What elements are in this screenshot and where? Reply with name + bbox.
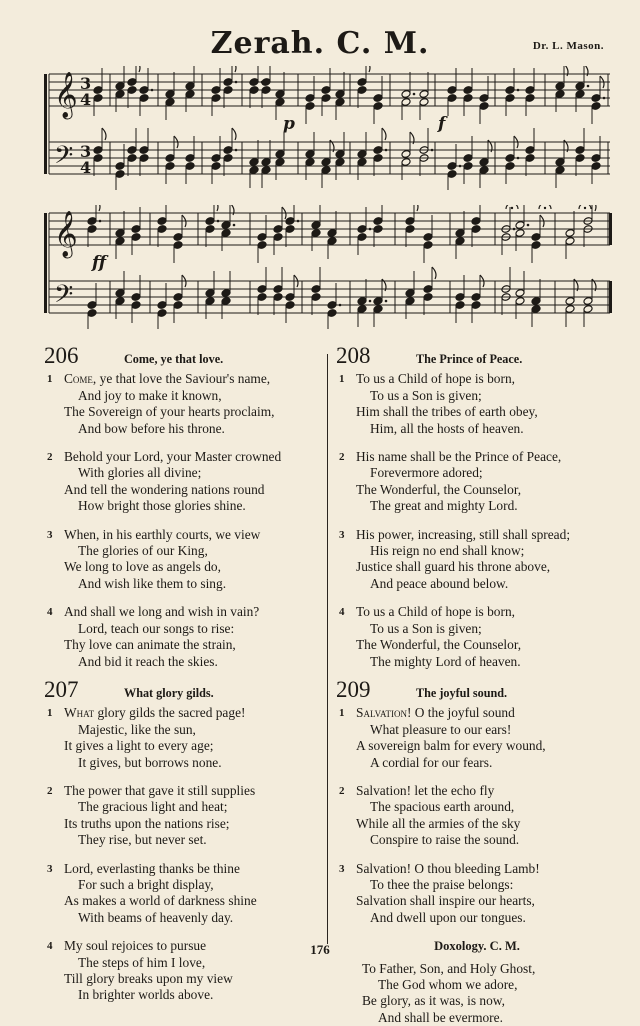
line-text: And bow before his throne. <box>78 420 225 436</box>
dot <box>235 149 238 152</box>
dot <box>513 228 516 231</box>
line-text: Him shall the tribes of earth obey, <box>356 404 538 420</box>
line-text: And wish like them to sing. <box>78 575 227 591</box>
dynamic-marking: ff <box>92 253 107 273</box>
line-text: The Sovereign of your hearts proclaim, <box>64 404 275 420</box>
line-text: When, in his earthly courts, we view <box>64 526 261 542</box>
verse-line <box>336 421 618 437</box>
dot <box>587 85 590 88</box>
line-text: To us a Child of hope is born, <box>356 371 515 387</box>
hymn-header <box>336 676 618 702</box>
music-system-1 <box>40 66 614 190</box>
verse-line <box>44 559 326 575</box>
page-number: 176 <box>310 942 330 957</box>
verse-number: 3 <box>47 528 53 541</box>
verse-line <box>336 604 618 620</box>
verse-line <box>336 877 618 893</box>
dynamic-marking: p <box>283 114 295 134</box>
verse-line <box>44 654 326 670</box>
score-system-1-svg <box>40 66 614 190</box>
verse-line <box>44 404 326 420</box>
time-signature-top: 3 <box>80 142 92 161</box>
verse-line <box>44 388 326 404</box>
line-text: Salvation! O thou bleeding Lamb! <box>356 860 540 876</box>
doxology-line: Be glory, as it was, is now, <box>362 993 505 1009</box>
verse-line <box>44 604 326 620</box>
verse-line <box>336 722 618 738</box>
dot <box>369 228 372 231</box>
line-text: We long to love as angels do, <box>64 559 221 575</box>
line-text: Behold your Lord, your Master crowned <box>64 449 282 465</box>
line-text: Lord, everlasting thanks be thine <box>64 860 240 876</box>
verse-line <box>336 404 618 420</box>
hymn-209 <box>336 676 618 926</box>
score-system-2-svg <box>40 205 614 329</box>
verse-line <box>336 543 618 559</box>
verse-line <box>336 755 618 771</box>
stanza <box>336 705 618 771</box>
dot <box>235 81 238 84</box>
fermata-dot <box>544 207 546 209</box>
dot <box>517 157 520 160</box>
line-text: To us a Son is given; <box>370 387 482 403</box>
verse-line <box>44 421 326 437</box>
verse-line <box>44 637 326 653</box>
verse-line <box>44 755 326 771</box>
verse-line <box>44 910 326 926</box>
verse-line <box>336 910 618 926</box>
verse-line <box>44 705 326 721</box>
dot <box>217 220 220 223</box>
note-flag <box>366 66 370 72</box>
verse-line <box>44 482 326 498</box>
verse-line <box>44 987 326 1003</box>
verse-line <box>336 783 618 799</box>
line-text: Salvation! let the echo fly <box>356 782 495 798</box>
opening-word: What <box>64 705 95 721</box>
dot <box>99 220 102 223</box>
hymn-number: 206 <box>44 343 79 368</box>
doxology-stanza <box>336 961 618 1026</box>
hymn-206 <box>44 343 326 670</box>
stanza <box>44 705 326 771</box>
verse-line <box>44 832 326 848</box>
right-column <box>336 343 618 1026</box>
verse-line <box>44 877 326 893</box>
line-text: To us a Child of hope is born, <box>356 604 515 620</box>
line-text: My soul rejoices to pursue <box>64 938 207 954</box>
line-text: For such a bright display, <box>78 876 214 892</box>
line-text: Majestic, like the sun, <box>78 721 196 737</box>
stanza <box>44 783 326 849</box>
doxology-line: And shall be evermore. <box>378 1009 503 1025</box>
line-text: With glories all divine; <box>78 465 202 481</box>
dot <box>385 300 388 303</box>
dot <box>527 224 530 227</box>
hymn-number: 209 <box>336 676 371 702</box>
verse-number: 3 <box>339 862 345 875</box>
line-text: O the joyful sound <box>411 705 515 721</box>
line-text: They rise, but never set. <box>78 832 207 848</box>
verse-number: 1 <box>47 373 53 386</box>
verse-number: 1 <box>339 707 345 720</box>
hymn-number: 208 <box>336 343 371 368</box>
left-column <box>44 343 326 1016</box>
dot <box>603 97 606 100</box>
stanza <box>336 783 618 849</box>
hymn-208 <box>336 343 618 670</box>
line-text: His power, increasing, still shall spread; <box>356 526 571 542</box>
line-text: The gracious light and heat; <box>78 799 228 815</box>
line-text: And tell the wondering nations round <box>64 481 265 497</box>
verse-line <box>44 576 326 592</box>
stanza <box>44 604 326 670</box>
line-text: To us a Son is given; <box>370 620 482 636</box>
system-brace-bar <box>44 74 47 174</box>
verse-line <box>336 738 618 754</box>
line-text: The mighty Lord of heaven. <box>370 653 521 669</box>
verse-number: 4 <box>47 606 53 619</box>
verse-line <box>336 816 618 832</box>
verse-number: 4 <box>47 940 53 953</box>
line-text: Him, all the hosts of heaven. <box>370 420 524 436</box>
verse-line <box>336 449 618 465</box>
dot <box>233 224 236 227</box>
dot <box>459 165 462 168</box>
verse-line <box>336 861 618 877</box>
line-text: Forevermore adored; <box>370 465 483 481</box>
line-text: As makes a world of darkness shine <box>64 893 257 909</box>
opening-word: Salvation! <box>356 705 412 721</box>
column-divider <box>327 354 328 944</box>
dot <box>413 93 416 96</box>
tune-title: Zerah. C. M. <box>210 26 430 61</box>
verse-line <box>44 543 326 559</box>
line-text: How bright those glories shine. <box>78 498 246 514</box>
verse-line <box>44 893 326 909</box>
doxology-line: To Father, Son, and Holy Ghost, <box>362 960 536 976</box>
time-signature-bottom: 4 <box>80 158 92 177</box>
verse-line <box>44 465 326 481</box>
dot <box>431 149 434 152</box>
verse-line <box>336 527 618 543</box>
line-text: And peace abound below. <box>370 575 509 591</box>
stanza <box>336 527 618 593</box>
line-text: The power that gave it still supplies <box>64 782 256 798</box>
verse-line <box>336 637 618 653</box>
note-flag <box>232 66 236 72</box>
system-brace-bar <box>44 213 47 313</box>
verse-line <box>44 621 326 637</box>
verse-line <box>336 654 618 670</box>
note-flag <box>584 66 588 76</box>
line-text: What pleasure to our ears! <box>370 721 512 737</box>
line-text: And shall we long and wish in vain? <box>64 604 260 620</box>
doxology-title: Doxology. C. M. <box>434 939 520 954</box>
verse-number: 3 <box>47 862 53 875</box>
stanza <box>336 371 618 437</box>
line-text: The spacious earth around, <box>370 799 515 815</box>
dot <box>297 220 300 223</box>
line-text: Justice shall guard his throne above, <box>356 559 551 575</box>
time-signature-bottom: 4 <box>80 90 92 109</box>
verse-number: 1 <box>47 707 53 720</box>
line-text: Lord, teach our songs to rise: <box>78 620 235 636</box>
note-flag <box>592 205 596 211</box>
note-flag <box>96 205 100 211</box>
hymn-header <box>44 343 326 368</box>
verse-line <box>336 705 618 721</box>
line-text: glory gilds the sacred page! <box>94 705 246 721</box>
verse-line <box>44 527 326 543</box>
verse-line <box>336 559 618 575</box>
doxology-line: The God whom we adore, <box>378 977 518 992</box>
line-text: To thee the praise belongs: <box>370 876 514 892</box>
verse-line <box>44 816 326 832</box>
opening-word: Come, <box>64 371 97 387</box>
verse-number: 2 <box>47 451 53 464</box>
verse-line <box>44 498 326 514</box>
bass-clef-icon: 𝄢 <box>54 280 74 315</box>
verse-number: 3 <box>339 528 345 541</box>
verse-line <box>44 371 326 387</box>
line-text: And joy to make it known, <box>78 387 222 403</box>
verse-line <box>336 576 618 592</box>
dot <box>339 304 342 307</box>
fermata-dot <box>584 207 586 209</box>
note-flag <box>564 66 568 76</box>
verse-line <box>44 738 326 754</box>
line-text: It gives a light to every age; <box>64 738 214 754</box>
verse-line <box>336 371 618 387</box>
verse-number: 2 <box>339 784 345 797</box>
line-text: Till glory breaks upon my view <box>64 971 233 986</box>
hymn-title: The Prince of Peace. <box>416 352 523 366</box>
line-text: And dwell upon our tongues. <box>370 909 526 925</box>
verse-line <box>336 388 618 404</box>
line-text: It gives, but borrows none. <box>78 754 222 770</box>
hymn-title: Come, ye that love. <box>124 352 224 366</box>
hymn-title: The joyful sound. <box>416 685 508 700</box>
line-text: And bid it reach the skies. <box>78 653 218 669</box>
dynamic-marking: f <box>438 114 446 134</box>
verse-line <box>44 722 326 738</box>
stanza <box>336 604 618 670</box>
note-flag <box>230 205 234 215</box>
verse-number: 2 <box>47 784 53 797</box>
line-text: Conspire to raise the sound. <box>370 832 520 848</box>
dot <box>517 89 520 92</box>
hymn-number: 207 <box>44 676 79 702</box>
composer-credit: Dr. L. Mason. <box>532 40 604 52</box>
music-system-2 <box>40 205 614 329</box>
stanza <box>336 449 618 515</box>
note-flag <box>432 267 436 279</box>
line-text: In brighter worlds above. <box>78 987 214 1003</box>
stanza <box>44 527 326 593</box>
verse-line <box>336 482 618 498</box>
fermata-dot <box>511 207 513 209</box>
verse-number: 2 <box>339 451 345 464</box>
line-text: The glories of our King, <box>78 543 208 559</box>
verse-line <box>336 621 618 637</box>
line-text: His name shall be the Prince of Peace, <box>356 449 562 465</box>
line-text: The great and mighty Lord. <box>370 498 518 514</box>
verse-line <box>44 449 326 465</box>
line-text: Thy love can animate the strain, <box>64 637 236 653</box>
verse-number: 4 <box>339 606 345 619</box>
note-flag <box>232 128 236 140</box>
note-flag <box>214 205 218 211</box>
verse-line <box>336 799 618 815</box>
line-text: A cordial for our fears. <box>370 754 493 770</box>
time-signature-top: 3 <box>80 74 92 93</box>
hymn-title: What glory gilds. <box>124 685 214 700</box>
verse-line <box>44 861 326 877</box>
line-text: Its truths upon the nations rise; <box>64 815 230 831</box>
line-text: The Wonderful, the Counselor, <box>356 637 522 653</box>
line-text: His reign no end shall know; <box>370 543 525 559</box>
verse-number: 1 <box>339 373 345 386</box>
dot <box>369 300 372 303</box>
line-text: The steps of him I love, <box>78 954 206 970</box>
note-flag <box>414 205 418 211</box>
verse-line <box>336 498 618 514</box>
verse-line <box>336 893 618 909</box>
bass-clef-icon: 𝄢 <box>54 141 74 176</box>
dot <box>151 89 154 92</box>
hymn-header <box>336 343 618 368</box>
stanza <box>336 861 618 927</box>
final-barline <box>609 213 612 245</box>
stanza <box>44 861 326 927</box>
line-text: A sovereign balm for every wound, <box>356 738 546 754</box>
line-text: The Wonderful, the Counselor, <box>356 481 522 497</box>
line-text: While all the armies of the sky <box>356 815 521 831</box>
stanza <box>44 449 326 515</box>
note-flag <box>382 128 386 140</box>
stanza <box>44 371 326 437</box>
line-text: Salvation shall inspire our hearts, <box>356 893 535 909</box>
verse-line <box>44 783 326 799</box>
note-flag <box>136 66 140 72</box>
treble-clef-icon: 𝄞 <box>54 72 78 118</box>
final-barline <box>609 281 612 313</box>
treble-clef-icon: 𝄞 <box>54 211 78 257</box>
verse-line <box>44 971 326 987</box>
dot <box>385 149 388 152</box>
hymn-header <box>44 676 326 702</box>
line-text: With beams of heavenly day. <box>78 909 234 925</box>
note-flag <box>102 128 106 140</box>
verse-line <box>336 465 618 481</box>
verse-line <box>336 832 618 848</box>
line-text: ye that love the Saviour's name, <box>96 371 271 387</box>
verse-line <box>44 799 326 815</box>
